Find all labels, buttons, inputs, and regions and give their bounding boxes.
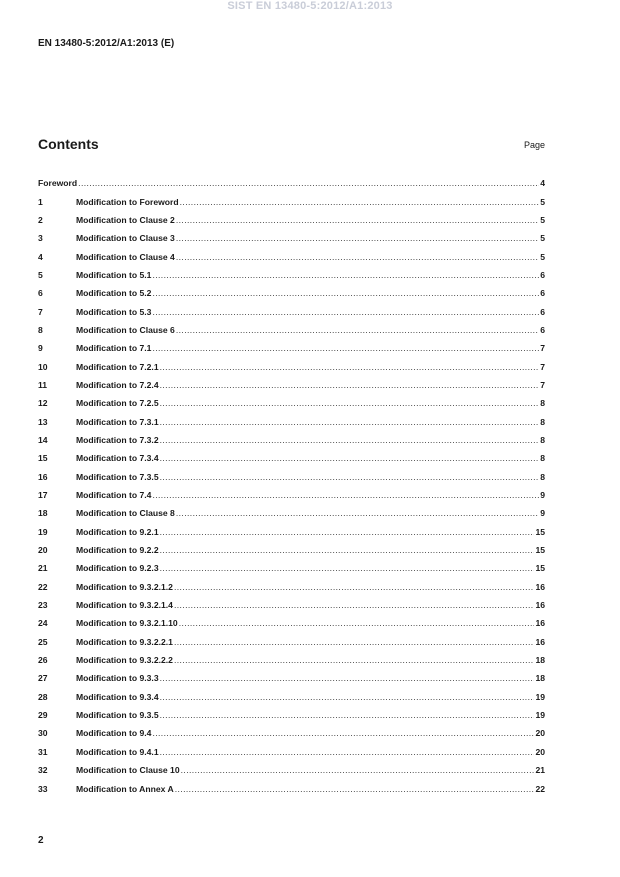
watermark: SIST EN 13480-5:2012/A1:2013 [227, 0, 393, 12]
toc-entry[interactable] [38, 229, 545, 247]
toc-entry[interactable] [38, 376, 545, 394]
toc-entry[interactable] [38, 357, 545, 375]
toc-entry-number: 31 [38, 746, 48, 757]
toc-entry[interactable] [38, 192, 545, 210]
toc-entry-page: 5 [540, 214, 545, 225]
toc-entry-page: 16 [535, 581, 545, 592]
toc-entry-page: 5 [540, 196, 545, 207]
toc-entry[interactable] [38, 247, 545, 265]
toc-entry[interactable] [38, 321, 545, 339]
dot-leader [152, 490, 539, 500]
toc-entry-number: 7 [38, 306, 43, 317]
toc-entry[interactable] [38, 779, 545, 797]
toc-entry-label: Modification to 5.3 [76, 306, 152, 317]
toc-entry-label: Modification to 5.1 [76, 269, 152, 280]
toc-entry-label: Modification to Clause 3 [76, 233, 175, 244]
toc-entry-page: 16 [535, 600, 545, 611]
toc-entry-label: Modification to 9.4 [76, 728, 152, 739]
dot-leader [176, 215, 539, 225]
toc-entry[interactable] [38, 211, 545, 229]
toc-entry-number: 24 [38, 618, 48, 629]
toc-entry-label: Modification to 9.3.4 [76, 691, 159, 702]
toc-entry-label: Modification to Foreword [76, 196, 179, 207]
toc-entry-page: 5 [540, 251, 545, 262]
toc-entry-label: Modification to 9.3.2.2.2 [76, 655, 173, 666]
toc-entry-number: 33 [38, 783, 48, 794]
toc-entry-page: 7 [540, 343, 545, 354]
dot-leader [152, 270, 539, 280]
toc-entry-page: 8 [540, 416, 545, 427]
toc-entry-number: 17 [38, 490, 48, 501]
toc-entry[interactable] [38, 578, 545, 596]
toc-entry-page: 7 [540, 379, 545, 390]
dot-leader [160, 398, 540, 408]
dot-leader [176, 325, 539, 335]
toc-entry-page: 9 [540, 490, 545, 501]
dot-leader [160, 472, 540, 482]
toc-entry-label: Modification to 9.3.2.1.10 [76, 618, 178, 629]
toc-entry-page: 22 [535, 783, 545, 794]
toc-entry-page: 15 [535, 545, 545, 556]
toc-entry-number: 9 [38, 343, 43, 354]
toc-entry-number: 12 [38, 398, 48, 409]
toc-entry-page: 9 [540, 508, 545, 519]
page-number: 2 [38, 835, 44, 846]
toc-entry-label: Modification to 9.3.5 [76, 710, 159, 721]
toc-entry[interactable] [38, 724, 545, 742]
toc-entry-label: Modification to 9.3.2.1.2 [76, 581, 173, 592]
toc-entry-number: 30 [38, 728, 48, 739]
toc-entry-label: Modification to 7.2.1 [76, 361, 159, 372]
toc-entry-page: 20 [535, 746, 545, 757]
toc-entry-label: Modification to Clause 8 [76, 508, 175, 519]
toc-entry-number: 1 [38, 196, 43, 207]
dot-leader [160, 545, 535, 555]
dot-leader [174, 582, 535, 592]
toc-entry-number: 20 [38, 545, 48, 556]
toc-entry-number: 13 [38, 416, 48, 427]
toc-entry-number: 19 [38, 526, 48, 537]
toc-entry-page: 6 [540, 306, 545, 317]
toc-entry-number: 16 [38, 471, 48, 482]
toc-entry-label: Modification to 9.4.1 [76, 746, 159, 757]
table-of-contents [38, 174, 545, 798]
toc-entry-page: 6 [540, 288, 545, 299]
dot-leader [160, 563, 535, 573]
dot-leader [181, 765, 535, 775]
toc-header [38, 136, 545, 154]
toc-entry-label: Modification to 9.2.2 [76, 545, 159, 556]
toc-entry-page: 5 [540, 233, 545, 244]
toc-entry-page: 8 [540, 471, 545, 482]
dot-leader [160, 362, 540, 372]
dot-leader [152, 343, 539, 353]
dot-leader [160, 710, 535, 720]
toc-entry-page: 8 [540, 434, 545, 445]
toc-entry-page: 7 [540, 361, 545, 372]
toc-entry-number: 23 [38, 600, 48, 611]
toc-entry-number: 3 [38, 233, 43, 244]
toc-entry[interactable] [38, 559, 545, 577]
toc-entry[interactable] [38, 669, 545, 687]
dot-leader [160, 453, 540, 463]
toc-entry[interactable] [38, 523, 545, 541]
toc-entry-page: 18 [535, 655, 545, 666]
toc-entry-page: 15 [535, 526, 545, 537]
toc-entry[interactable] [38, 284, 545, 302]
toc-entry-number: 5 [38, 269, 43, 280]
toc-entry-number: 29 [38, 710, 48, 721]
dot-leader [160, 673, 535, 683]
toc-entry-number: 22 [38, 581, 48, 592]
dot-leader [78, 178, 539, 188]
dot-leader [174, 600, 535, 610]
toc-entry-number: 32 [38, 765, 48, 776]
toc-entry[interactable] [38, 449, 545, 467]
dot-leader [160, 692, 535, 702]
toc-entry[interactable] [38, 761, 545, 779]
dot-leader [176, 508, 539, 518]
toc-entry-label: Modification to Annex A [76, 783, 174, 794]
toc-entry-number: 25 [38, 636, 48, 647]
toc-entry[interactable] [38, 541, 545, 559]
toc-entry[interactable] [38, 394, 545, 412]
toc-entry[interactable] [38, 651, 545, 669]
toc-entry-page: 19 [535, 710, 545, 721]
toc-entry[interactable] [38, 302, 545, 320]
toc-entry-page: 21 [535, 765, 545, 776]
toc-entry-page: 15 [535, 563, 545, 574]
toc-entry-page: 18 [535, 673, 545, 684]
toc-entry-label: Modification to 7.3.2 [76, 434, 159, 445]
dot-leader [176, 252, 539, 262]
toc-entry-label: Modification to 9.2.3 [76, 563, 159, 574]
toc-entry-label: Modification to 7.4 [76, 490, 152, 501]
toc-entry-page: 8 [540, 398, 545, 409]
toc-entry-number: 28 [38, 691, 48, 702]
toc-entry-label: Modification to 7.3.1 [76, 416, 159, 427]
dot-leader [176, 233, 539, 243]
toc-entry[interactable] [38, 431, 545, 449]
dot-leader [179, 618, 535, 628]
dot-leader [160, 417, 540, 427]
toc-entry-number: 10 [38, 361, 48, 372]
toc-entry-label: Modification to 5.2 [76, 288, 152, 299]
toc-entry-foreword[interactable] [38, 174, 545, 192]
toc-entry-label: Modification to 7.1 [76, 343, 152, 354]
toc-entry-label: Modification to Clause 6 [76, 324, 175, 335]
toc-entry[interactable] [38, 743, 545, 761]
toc-entry[interactable] [38, 504, 545, 522]
toc-entry-label: Modification to 9.3.2.2.1 [76, 636, 173, 647]
toc-entry-label: Modification to Clause 10 [76, 765, 180, 776]
dot-leader [174, 637, 535, 647]
toc-entry-page: 20 [535, 728, 545, 739]
toc-entry-label: Modification to Clause 4 [76, 251, 175, 262]
toc-entry-page: 16 [535, 618, 545, 629]
toc-entry-label: Modification to 9.2.1 [76, 526, 159, 537]
toc-entry-number: 14 [38, 434, 48, 445]
toc-entry[interactable] [38, 468, 545, 486]
toc-entry[interactable] [38, 633, 545, 651]
dot-leader [152, 307, 539, 317]
toc-title: Contents [38, 136, 99, 152]
toc-entry-label: Modification to 7.2.4 [76, 379, 159, 390]
dot-leader [160, 435, 540, 445]
document-identifier: EN 13480-5:2012/A1:2013 (E) [38, 38, 175, 49]
toc-entry-page: 6 [540, 269, 545, 280]
toc-entry-label: Modification to 7.2.5 [76, 398, 159, 409]
toc-entry-page: 6 [540, 324, 545, 335]
toc-entry-number: 26 [38, 655, 48, 666]
toc-entry-number: 27 [38, 673, 48, 684]
toc-entry-label: Foreword [38, 178, 78, 189]
toc-entry-number: 15 [38, 453, 48, 464]
toc-entry[interactable] [38, 614, 545, 632]
dot-leader [152, 288, 539, 298]
toc-page-column-label: Page [523, 140, 545, 150]
toc-entry[interactable] [38, 706, 545, 724]
toc-entry[interactable] [38, 266, 545, 284]
toc-entry-page: 16 [535, 636, 545, 647]
toc-entry-page: 4 [540, 178, 545, 189]
toc-entry[interactable] [38, 486, 545, 504]
toc-entry-label: Modification to 9.3.3 [76, 673, 159, 684]
toc-entry-label: Modification to 7.3.4 [76, 453, 159, 464]
toc-entry-number: 18 [38, 508, 48, 519]
toc-entry-page: 19 [535, 691, 545, 702]
toc-entry[interactable] [38, 412, 545, 430]
toc-entry-number: 8 [38, 324, 43, 335]
dot-leader [174, 655, 535, 665]
toc-entry-number: 2 [38, 214, 43, 225]
toc-entry-number: 11 [38, 379, 48, 390]
toc-entry-label: Modification to 9.3.2.1.4 [76, 600, 173, 611]
dot-leader [160, 747, 535, 757]
dot-leader [175, 784, 535, 794]
dot-leader [160, 380, 540, 390]
dot-leader [180, 197, 540, 207]
toc-entry[interactable] [38, 596, 545, 614]
dot-leader [152, 728, 534, 738]
toc-entry-page: 8 [540, 453, 545, 464]
toc-entry-number: 4 [38, 251, 43, 262]
toc-entry-label: Modification to Clause 2 [76, 214, 175, 225]
toc-entry-number: 21 [38, 563, 48, 574]
toc-entry-label: Modification to 7.3.5 [76, 471, 159, 482]
toc-entry-number: 6 [38, 288, 43, 299]
toc-entry[interactable] [38, 688, 545, 706]
toc-entry[interactable] [38, 339, 545, 357]
dot-leader [160, 527, 535, 537]
